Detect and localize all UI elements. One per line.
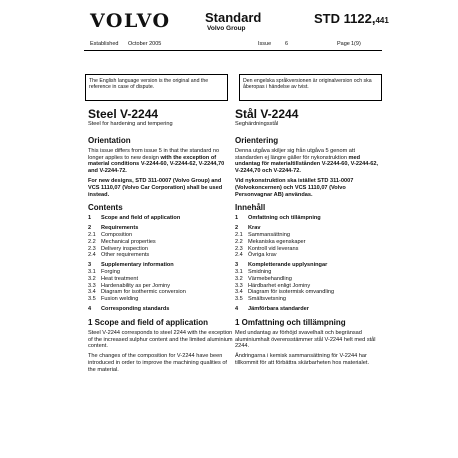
orientation-text: This issue differs from issue 5 in that the standard no longer applies to new design — [88, 147, 220, 161]
toc-item-number: 3.5 — [235, 296, 243, 303]
contents-heading: Contents — [88, 203, 123, 213]
contents-heading-sv: Innehåll — [235, 203, 266, 213]
page-label: Page — [337, 41, 350, 47]
toc-item-number: 3.2 — [88, 275, 96, 282]
swedish-column — [235, 108, 380, 367]
toc-item-label: Mechanical properties — [101, 238, 156, 245]
toc-item-number: 3.2 — [235, 275, 243, 282]
toc-item — [235, 276, 380, 283]
toc-item-label: Diagram för isotermisk omvandling — [248, 289, 335, 296]
toc-item-label: Forging — [101, 268, 120, 275]
orientation-text-sv: Denna utgåva skiljer sig från utgåva 5 genom att standarden ej längre gäller för nykonstruktion — [235, 147, 356, 161]
scope-heading-sv: 1 Omfattning och tillämpning — [235, 317, 346, 327]
toc-item-label: Fusion welding — [101, 296, 139, 303]
orientation-exception: with the exception of material conditions V-2244-60, V-2244-62, V-2244,70 and V-2244-72. — [88, 154, 225, 175]
toc-item — [235, 232, 380, 239]
toc-item-number: 3.3 — [235, 282, 243, 289]
toc-item-number: 2.3 — [235, 245, 243, 252]
toc-item — [88, 283, 233, 290]
toc-item-label: Sammansättning — [248, 231, 290, 238]
toc-item — [235, 215, 380, 222]
toc-item-number: 2 — [88, 225, 92, 232]
toc-item — [88, 232, 233, 239]
toc-item-number: 3.1 — [88, 268, 96, 275]
toc-item-number: 3 — [235, 262, 239, 269]
toc-item — [88, 215, 233, 222]
scope-paragraph-1: Steel V-2244 corresponds to steel 2244 with the exception of the increased sulphur content and the limited aluminium content. — [88, 329, 233, 350]
document-type-title: Standard — [205, 10, 262, 25]
toc-item — [88, 239, 233, 246]
issue-label: Issue — [258, 41, 272, 47]
volvo-logo: VOLVO — [90, 10, 171, 32]
toc-item-label: Värmebehandling — [248, 275, 292, 282]
toc-item — [235, 269, 380, 276]
toc-item — [88, 296, 233, 303]
toc-item — [88, 269, 233, 276]
page-title-sv: Stål V-2244 — [235, 107, 299, 121]
established-label: Established — [90, 41, 119, 47]
established-value: October 2005 — [128, 41, 162, 47]
standard-number-main: STD 1122, — [314, 11, 376, 26]
toc-item-number: 3.4 — [235, 289, 243, 296]
toc-item — [88, 225, 233, 232]
english-column — [88, 108, 233, 374]
toc-item-label: Krav — [248, 225, 261, 232]
toc-item-number: 3.5 — [88, 296, 96, 303]
orientation-heading-sv: Orientering — [235, 135, 279, 145]
toc-item — [235, 296, 380, 303]
toc-item — [88, 306, 233, 313]
toc-item-label: Härdbarhet enligt Jominy — [248, 282, 311, 289]
scope-paragraph-2: The changes of the composition for V-2244 have been introduced in order to improve the machining qualities of the material. — [88, 353, 227, 373]
toc-item-label: Övriga krav — [248, 252, 277, 259]
scope-paragraph-2-sv: Ändringarna i kemisk sammansättning för V-2244 har tillkommit för att förbättra skärbarheten hos materialet. — [235, 353, 369, 366]
toc-item-label: Other requirements — [101, 252, 150, 259]
orientation-paragraph — [88, 148, 233, 175]
toc-item-number: 2.4 — [235, 252, 243, 259]
toc-item-number: 2.4 — [88, 252, 96, 259]
toc-item-label: Smältsvetsning — [248, 296, 286, 303]
toc-item-label: Corresponding standards — [101, 305, 170, 312]
orientation-new-designs-sv: Vid nykonstruktion ska istället STD 311-0007 (Volvokoncernen) och VCS 1110,07 (Volvo Personvagnar AB) användas. — [235, 177, 354, 198]
toc-item — [235, 239, 380, 246]
toc-item-number: 2.1 — [235, 231, 243, 238]
toc-item-number: 3 — [88, 262, 92, 269]
toc-item — [88, 276, 233, 283]
toc-item-label: Smidning — [248, 268, 272, 275]
toc-item-label: Diagram for isothermic conversion — [101, 289, 186, 296]
page-subtitle-sv: Seghärdningsstål — [235, 121, 279, 127]
toc-item-number: 3.1 — [235, 268, 243, 275]
toc-item — [88, 289, 233, 296]
toc-item — [88, 246, 233, 253]
standard-number-suffix: 441 — [375, 16, 389, 25]
toc-item-label: Heat treatment — [101, 275, 138, 282]
scope-heading: 1 Scope and field of application — [88, 317, 209, 327]
toc-item — [235, 262, 380, 269]
toc-item-number: 3.3 — [88, 282, 96, 289]
toc-item-number: 4 — [88, 305, 92, 312]
standard-number — [314, 11, 389, 26]
language-notice-en: The English language version is the original and the reference in case of dispute. — [85, 74, 228, 101]
page-value: 1(9) — [351, 41, 361, 47]
toc-item-number: 1 — [235, 215, 239, 222]
toc-item-label: Supplementary information — [101, 262, 174, 269]
toc-item-label: Composition — [101, 231, 133, 238]
toc-item-number: 2.2 — [88, 238, 96, 245]
toc-item-number: 2.2 — [235, 238, 243, 245]
toc-item-label: Mekaniska egenskaper — [248, 238, 306, 245]
toc-item-label: Jämförbara standarder — [248, 305, 309, 312]
toc-item — [235, 283, 380, 290]
toc-item-label: Hardenability as per Jominy — [101, 282, 171, 289]
toc-item — [235, 306, 380, 313]
toc-item — [88, 262, 233, 269]
toc-item-number: 1 — [88, 215, 92, 222]
orientation-heading: Orientation — [88, 135, 131, 145]
toc-item-number: 3.4 — [88, 289, 96, 296]
scope-paragraph-1-sv: Med undantag av förhöjd svavelhalt och begränsad aluminiumhalt överensstämmer stål V-2244 helt med stål 2244. — [235, 329, 376, 350]
toc-item-label: Kompletterande upplysningar — [248, 262, 328, 269]
toc-item-number: 2 — [235, 225, 239, 232]
toc-item-number: 2.3 — [88, 245, 96, 252]
toc-item-label: Kontroll vid leverans — [248, 245, 299, 252]
language-notice-sv: Den engelska språkversionen är originalversion och ska åberopas i händelse av tvist. — [239, 74, 382, 101]
toc-item-number: 4 — [235, 305, 239, 312]
page-subtitle: Steel for hardening and tempering — [88, 121, 173, 127]
header-divider — [84, 50, 382, 51]
toc-item — [235, 252, 380, 259]
orientation-paragraph-sv — [235, 148, 380, 175]
toc-item — [235, 289, 380, 296]
issue-value: 6 — [285, 41, 289, 47]
orientation-new-designs: For new designs, STD 311-0007 (Volvo Group) and VCS 1110,07 (Volvo Car Corporation) shall be used instead. — [88, 177, 223, 198]
toc-item-label: Requirements — [101, 225, 139, 232]
toc-item-label: Omfattning och tillämpning — [248, 215, 321, 222]
toc-list-sv — [235, 215, 380, 312]
toc-list — [88, 215, 233, 312]
toc-item — [88, 252, 233, 259]
page-title: Steel V-2244 — [88, 107, 159, 121]
orientation-exception-sv: med undantag för materialtillstånden V-2244-60, V-2244-62, V-2244,70 och V-2244-72. — [235, 154, 379, 175]
toc-item — [235, 225, 380, 232]
toc-item-label: Scope and field of application — [101, 215, 181, 222]
toc-item-label: Delivery inspection — [101, 245, 148, 252]
toc-item-number: 2.1 — [88, 231, 96, 238]
document-owner: Volvo Group — [207, 25, 246, 32]
